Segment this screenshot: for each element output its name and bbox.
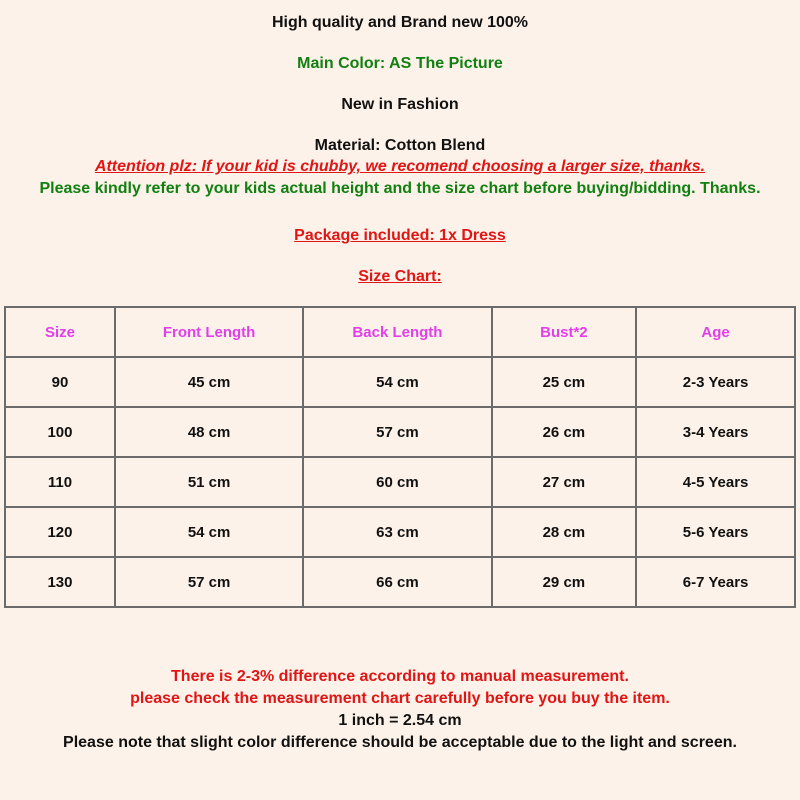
header-age: Age (636, 307, 795, 357)
fashion-line: New in Fashion (341, 96, 459, 113)
cell-size: 100 (5, 407, 115, 457)
cell-size: 90 (5, 357, 115, 407)
header-back-length: Back Length (303, 307, 491, 357)
cell-back-length: 60 cm (303, 457, 491, 507)
cell-size: 110 (5, 457, 115, 507)
table-header-row (5, 307, 795, 357)
cell-age: 3-4 Years (636, 407, 795, 457)
cell-age: 4-5 Years (636, 457, 795, 507)
table-row (5, 457, 795, 507)
quality-line: High quality and Brand new 100% (271, 14, 529, 31)
cell-front-length: 48 cm (115, 407, 303, 457)
header-bust: Bust*2 (492, 307, 637, 357)
size-chart-table (4, 306, 796, 608)
table-row (5, 407, 795, 457)
cell-size: 130 (5, 557, 115, 607)
main-color-line: Main Color: AS The Picture (297, 55, 503, 72)
package-line: Package included: 1x Dress (294, 227, 506, 244)
cell-age: 6-7 Years (636, 557, 795, 607)
cell-front-length: 51 cm (115, 457, 303, 507)
cell-back-length: 63 cm (303, 507, 491, 557)
table-row (5, 507, 795, 557)
inch-conversion: 1 inch = 2.54 cm (338, 712, 462, 729)
cell-bust: 25 cm (492, 357, 637, 407)
attention-line: Attention plz: If your kid is chubby, we recomend choosing a larger size, thanks. (94, 158, 706, 175)
cell-size: 120 (5, 507, 115, 557)
material-line: Material: Cotton Blend (314, 137, 486, 154)
cell-front-length: 57 cm (115, 557, 303, 607)
cell-back-length: 57 cm (303, 407, 491, 457)
cell-back-length: 54 cm (303, 357, 491, 407)
header-front-length: Front Length (115, 307, 303, 357)
cell-front-length: 54 cm (115, 507, 303, 557)
table-row (5, 357, 795, 407)
difference-note: There is 2-3% difference according to manual measurement. (171, 668, 629, 685)
table-row (5, 557, 795, 607)
cell-bust: 27 cm (492, 457, 637, 507)
cell-bust: 29 cm (492, 557, 637, 607)
check-note: please check the measurement chart carefully before you buy the item. (130, 690, 670, 707)
color-difference-note: Please note that slight color difference should be acceptable due to the light and screen. (63, 734, 737, 751)
refer-line: Please kindly refer to your kids actual height and the size chart before buying/bidding. Thanks. (39, 180, 761, 197)
header-size: Size (5, 307, 115, 357)
cell-age: 2-3 Years (636, 357, 795, 407)
cell-bust: 26 cm (492, 407, 637, 457)
cell-age: 5-6 Years (636, 507, 795, 557)
cell-front-length: 45 cm (115, 357, 303, 407)
cell-bust: 28 cm (492, 507, 637, 557)
size-chart-title: Size Chart: (358, 268, 442, 285)
cell-back-length: 66 cm (303, 557, 491, 607)
